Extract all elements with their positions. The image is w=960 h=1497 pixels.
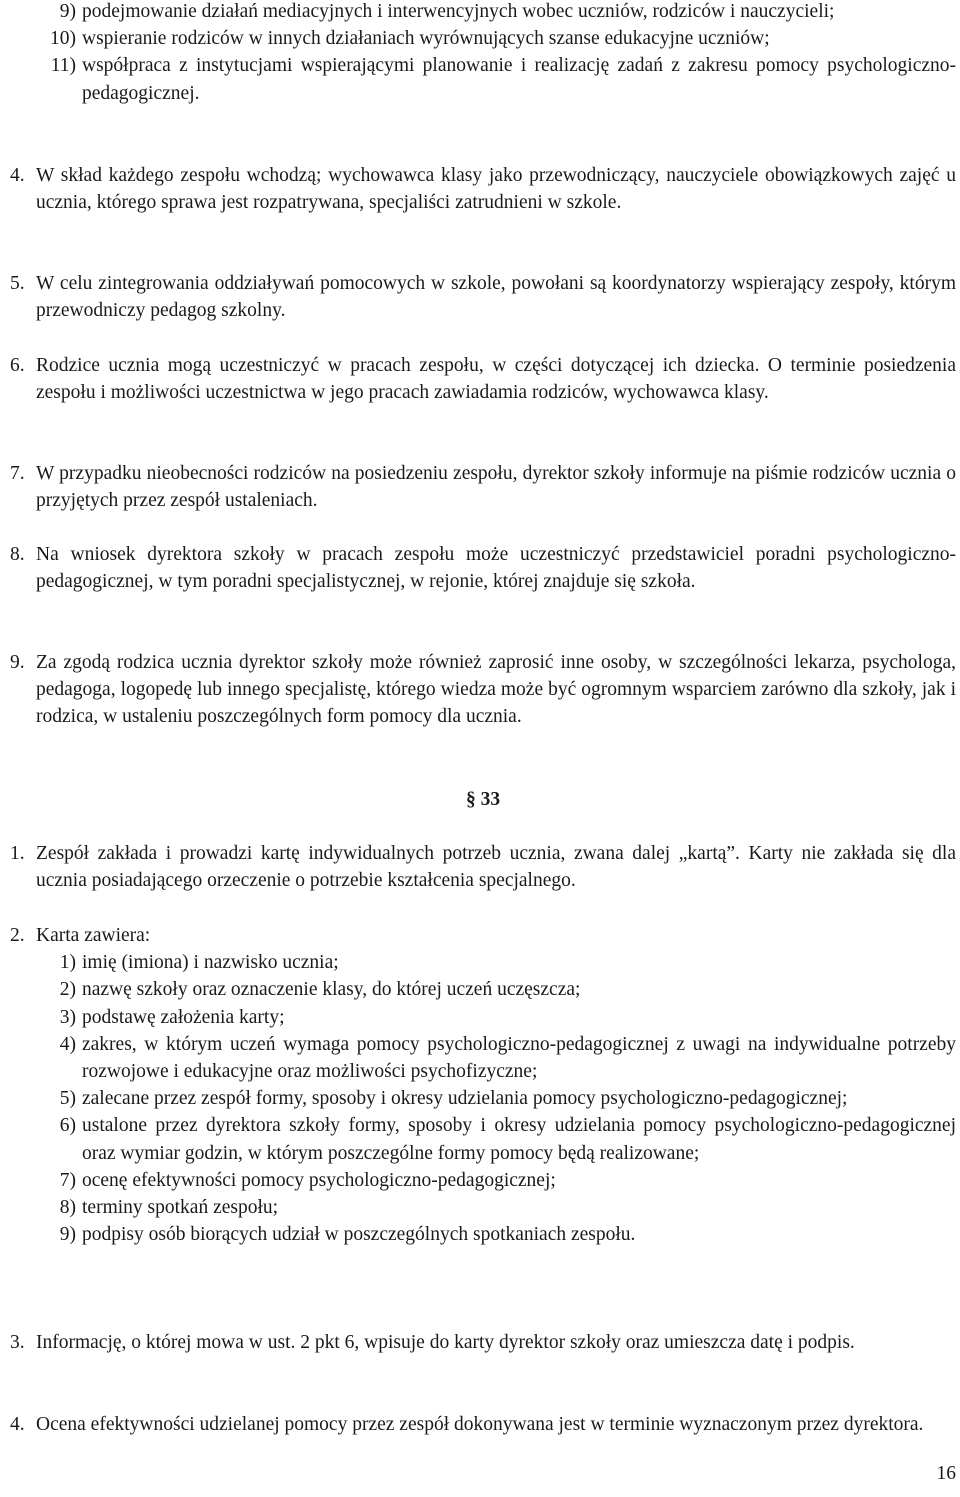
paragraph-number: 6. xyxy=(10,355,25,376)
paragraph-number: 1. xyxy=(10,843,25,864)
top-list xyxy=(10,0,956,107)
list-item xyxy=(10,976,956,1003)
paragraph-text: Za zgodą rodzica ucznia dyrektor szkoły może również zaprosić inne osoby, w szczególności lekarza, psychologa, pedagoga, logopedę lub innego specjalistę, którego wiedza może być ogromnym wsparciem zarówno dla szkoły, jak i rodzica, w ustaleniu poszczególnych form pomocy dla ucznia. xyxy=(36,652,956,728)
item-text: zalecane przez zespół formy, sposoby i okresy udzielania pomocy psychologiczno-pedagogicznej; xyxy=(82,1088,848,1110)
list-item xyxy=(10,1221,956,1248)
item-number: 3) xyxy=(59,1006,76,1028)
paragraph-9 xyxy=(10,649,956,731)
paragraph-8 xyxy=(10,541,956,595)
paragraph-text: W skład każdego zespołu wchodzą; wychowawca klasy jako przewodniczący, nauczyciele obowiązkowych zajęć u ucznia, którego sprawa jest rozpatrywana, specjaliści zatrudnieni w szkole. xyxy=(36,165,956,214)
paragraph-number: 2. xyxy=(10,925,25,946)
list-item xyxy=(10,52,956,106)
item-text: ocenę efektywności pomocy psychologiczno-pedagogicznej; xyxy=(82,1169,556,1191)
item-number: 11) xyxy=(50,55,76,77)
section-heading: § 33 xyxy=(465,789,501,810)
item-number: 9) xyxy=(59,1224,76,1246)
item-number: 6) xyxy=(59,1115,76,1137)
paragraph-text: Karta zawiera: xyxy=(36,925,151,946)
section-paragraph-1 xyxy=(10,840,956,894)
item-number: 7) xyxy=(59,1169,76,1191)
paragraph-text: W celu zintegrowania oddziaływań pomocowych w szkole, powołani są koordynatorzy wspierający zespoły, którym przewodniczy pedagog szkolny. xyxy=(36,273,956,322)
paragraph-7 xyxy=(10,460,956,514)
paragraph-text: Zespół zakłada i prowadzi kartę indywidualnych potrzeb ucznia, zwana dalej „kartą”. Karty nie zakłada się dla ucznia posiadającego orzeczenie o potrzebie kształcenia specjalnego. xyxy=(36,843,956,892)
item-number: 2) xyxy=(59,979,76,1001)
list-item xyxy=(10,1112,956,1166)
section-paragraph-2 xyxy=(10,922,956,1248)
paragraph-text: Rodzice ucznia mogą uczestniczyć w pracach zespołu, w części dotyczącej ich dziecka. O terminie posiedzenia zespołu i możliwości uczestnictwa w jego pracach zawiadamia rodziców, wychowawca klasy. xyxy=(36,355,956,404)
item-text: terminy spotkań zespołu; xyxy=(82,1197,279,1219)
section-paragraph-3 xyxy=(10,1329,956,1356)
paragraph-5 xyxy=(10,270,956,324)
item-text: zakres, w którym uczeń wymaga pomocy psychologiczno-pedagogicznej z uwagi na indywidualne potrzeby rozwojowe i edukacyjne oraz możliwości psychofizyczne; xyxy=(82,1033,956,1083)
paragraph-4 xyxy=(10,162,956,216)
paragraph-number: 9. xyxy=(10,652,25,673)
paragraph-6 xyxy=(10,352,956,406)
item-number: 9) xyxy=(59,1,76,22)
paragraph-text: W przypadku nieobecności rodziców na posiedzeniu zespołu, dyrektor szkoły informuje na piśmie rodziców ucznia o przyjętych przez zespół ustaleniach. xyxy=(36,463,956,512)
item-number: 4) xyxy=(59,1033,76,1055)
item-text: podstawę założenia karty; xyxy=(82,1006,285,1028)
section-paragraph-4 xyxy=(10,1411,956,1438)
item-text: podpisy osób biorących udział w poszczególnych spotkaniach zespołu. xyxy=(82,1224,636,1246)
list-item xyxy=(10,0,956,25)
list-item xyxy=(10,1085,956,1112)
page-number: 16 xyxy=(936,1463,956,1484)
list-item xyxy=(10,1167,956,1194)
list-item xyxy=(10,949,956,976)
paragraph-number: 4. xyxy=(10,1414,25,1435)
paragraph-text: Informację, o której mowa w ust. 2 pkt 6, wpisuje do karty dyrektor szkoły oraz umieszcza datę i podpis. xyxy=(36,1332,855,1353)
item-text: wspieranie rodziców w innych działaniach wyrównujących szanse edukacyjne uczniów; xyxy=(82,28,770,50)
item-number: 8) xyxy=(59,1197,76,1219)
karta-list xyxy=(10,949,956,1248)
item-text: nazwę szkoły oraz oznaczenie klasy, do której uczeń uczęszcza; xyxy=(82,979,581,1001)
paragraph-number: 7. xyxy=(10,463,25,484)
list-item xyxy=(10,1031,956,1085)
item-number: 1) xyxy=(59,952,76,974)
item-number: 5) xyxy=(59,1088,76,1110)
list-item xyxy=(10,1004,956,1031)
item-text: współpraca z instytucjami wspierającymi planowanie i realizację zadań z zakresu pomocy psychologiczno-pedagogicznej. xyxy=(82,55,956,104)
list-item xyxy=(10,1194,956,1221)
paragraph-number: 4. xyxy=(10,165,25,186)
item-number: 10) xyxy=(50,28,76,50)
paragraph-text: Ocena efektywności udzielanej pomocy przez zespół dokonywana jest w terminie wyznaczonym przez dyrektora. xyxy=(36,1414,924,1435)
paragraph-number: 3. xyxy=(10,1332,25,1353)
paragraph-number: 8. xyxy=(10,544,25,565)
item-text: podejmowanie działań mediacyjnych i interwencyjnych wobec uczniów, rodziców i nauczycieli; xyxy=(82,1,835,22)
paragraph-text: Na wniosek dyrektora szkoły w pracach zespołu może uczestniczyć przedstawiciel poradni psychologiczno-pedagogicznej, w tym poradni specjalistycznej, w rejonie, której znajduje się szkoła. xyxy=(36,544,956,593)
paragraph-number: 5. xyxy=(10,273,25,294)
list-item xyxy=(10,25,956,52)
item-text: imię (imiona) i nazwisko ucznia; xyxy=(82,952,339,974)
item-text: ustalone przez dyrektora szkoły formy, sposoby i okresy udzielania pomocy psychologiczno-pedagogicznej oraz wymiar godzin, w którym poszczególne formy pomocy będą realizowane; xyxy=(82,1115,956,1164)
